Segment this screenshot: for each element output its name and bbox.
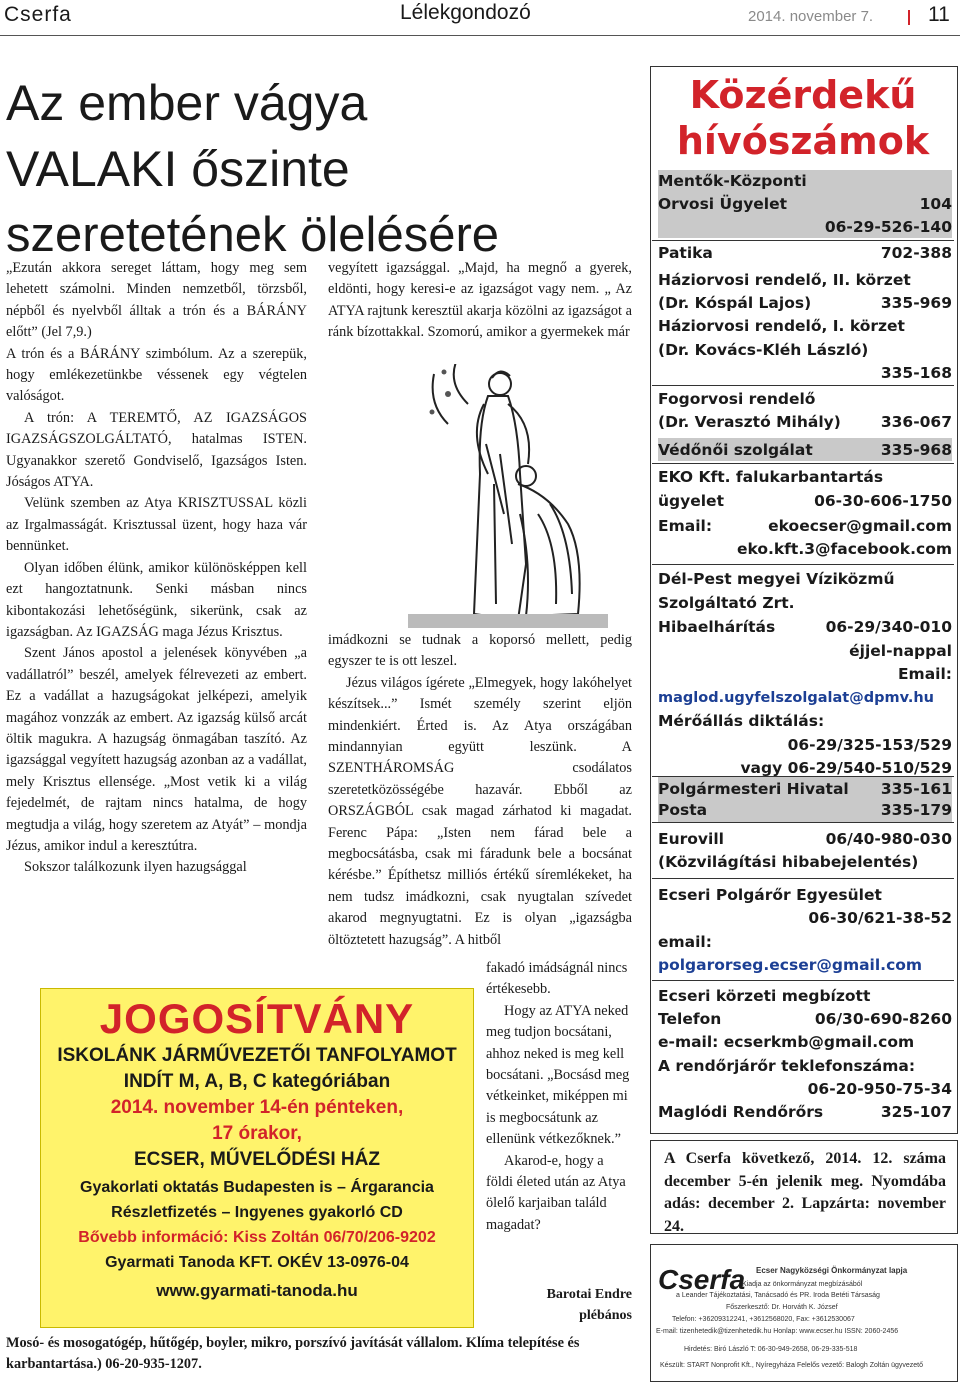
contact-label: Orvosi Ügyelet bbox=[658, 195, 788, 213]
contacts-title-line: Közérdekű bbox=[689, 73, 917, 117]
contact-label: Háziorvosi rendelő, II. körzet bbox=[658, 271, 911, 289]
contact-line bbox=[658, 616, 952, 638]
contact-line bbox=[658, 315, 952, 337]
contact-value: 06-29/325-153/529 bbox=[787, 736, 952, 754]
contact-label: (Közvilágítási hibabejelentés) bbox=[658, 853, 919, 871]
ad-line: INDÍT M, A, B, C kategóriában bbox=[123, 1071, 391, 1092]
paragraph: Jézus világos ígérete „Elmegyek, hogy lakóhelyet készítsek...” Ismét személy szerint eljön mindenkiért. Érted is. Az Atya országában mindannyian együtt leszünk. A SZENTHÁROMSÁG csodálatos szeretetközösségébe hazavár. Ebből az ORSZÁGBÓL csak magad zárhatod ki magadat. Ferenc Pápa: „Isten nem fárad bele a megbocsátásba, csak mi fáradunk bele a bocsánat kérésbe.” Építhetsz milliós értékű síremlékeket, ha nem tudsz imádkozni, csak nyugtalan szívedet akarod megnyugtatni. Ez is olyan „igazságba öltöztetett hazugság”. A hitből bbox=[328, 674, 632, 948]
contact-label: Eurovill bbox=[658, 830, 724, 848]
contact-line bbox=[658, 269, 952, 291]
contact-email-link[interactable]: maglod.ugyfelszolgalat@dpmv.hu bbox=[658, 690, 935, 706]
ad-headline: JOGOSÍTVÁNY bbox=[99, 995, 415, 1042]
contact-label: (Dr. Kovács-Kléh László) bbox=[658, 341, 869, 359]
next-issue-notice: A Cserfa következő, 2014. 12. száma december 5-én jelenik meg. Nyomdába adás: december 2. Lapzárta: november 24. bbox=[664, 1150, 946, 1235]
contact-value: 325-107 bbox=[880, 1103, 952, 1121]
contact-value: 702-388 bbox=[880, 244, 952, 262]
contact-value: 06-20-950-75-34 bbox=[807, 1080, 952, 1098]
contact-line bbox=[658, 439, 952, 461]
contact-value: ekoecser@gmail.com bbox=[768, 517, 952, 535]
masthead-line: Hirdetés: Biró László T: 06-30-949-2658, 06-29-335-518 bbox=[684, 1346, 858, 1353]
author-title: plébános bbox=[579, 1308, 632, 1323]
contact-line bbox=[658, 515, 952, 537]
paragraph: Szent János apostol a jelenések könyvében „a vadállatról” beszél, amelyek félrevezeti az embert. Ez a vadállat a hazugságokat jelképezi, amelyik magához vonzzák az embert. Az igazság külső arcát öltik magukra. A hazugság önmagában taszító. Az igazsággal vegyített hazugság azonban az a vadállat, mely Krisztus ellensége. „Most vetik ki a világ fejedelmét, de rajtam nincs hatalma, de hogy megtudja a világ, hogy szeretem az Atyát” – mondja Jézus, amikor indul a keresztútra. bbox=[6, 645, 307, 854]
contact-line bbox=[658, 710, 952, 732]
contact-line bbox=[658, 1101, 952, 1123]
contact-line bbox=[658, 466, 952, 488]
contact-value: éjjel-nappal bbox=[849, 642, 952, 660]
contact-line bbox=[658, 292, 952, 314]
contact-label: Email: bbox=[658, 517, 713, 535]
contact-line bbox=[658, 490, 952, 512]
contact-value: 06-30-606-1750 bbox=[814, 492, 952, 510]
contact-label: Háziorvosi rendelő, I. körzet bbox=[658, 317, 905, 335]
author-name: Barotai Endre bbox=[546, 1287, 632, 1302]
paragraph: Sokszor találkozunk ilyen hazugsággal bbox=[24, 859, 247, 876]
contact-label: Patika bbox=[658, 244, 713, 262]
contact-line bbox=[658, 1078, 952, 1100]
contact-value: 06-29/340-010 bbox=[825, 618, 952, 636]
contact-label: Szolgáltató Zrt. bbox=[658, 594, 795, 612]
contact-label: Fogorvosi rendelő bbox=[658, 390, 816, 408]
contact-label: e-mail: ecserkmb@gmail.com bbox=[658, 1033, 915, 1051]
driving-school-ad bbox=[40, 988, 474, 1328]
divider bbox=[652, 240, 954, 241]
paragraph: A trón és a BÁRÁNY szimbólum. Az a szerepük, hogy emlékezetünkbe véssenek egy végtelen valóságot. bbox=[6, 345, 307, 405]
ad-line: ISKOLÁNK JÁRMŰVEZETŐI TANFOLYAMOT bbox=[57, 1045, 457, 1066]
contact-line bbox=[658, 851, 952, 873]
contact-line bbox=[658, 778, 952, 800]
contacts-title-line: hívószámok bbox=[676, 119, 930, 163]
divider bbox=[652, 878, 954, 879]
contact-line bbox=[658, 1008, 952, 1030]
contact-label: Mentők-Központi bbox=[658, 172, 807, 190]
contact-label: A rendőrjárőr teklefonszáma: bbox=[658, 1057, 916, 1075]
ad-line: Bővebb információ: Kiss Zoltán 06/70/206-9202 bbox=[78, 1229, 436, 1246]
contact-label: EKO Kft. falukarbantartás bbox=[658, 468, 884, 486]
contact-value: 104 bbox=[919, 195, 952, 213]
masthead-line: Főszerkesztő: Dr. Horváth K. József bbox=[726, 1304, 838, 1311]
article-column-2-top bbox=[328, 258, 632, 344]
contact-line bbox=[658, 884, 952, 906]
header-divider-mark bbox=[908, 10, 910, 25]
masthead-line: Telefon: +36209312241, +3612568020, Fax: +3612530067 bbox=[672, 1316, 855, 1323]
contact-line bbox=[658, 216, 952, 238]
article-title bbox=[6, 70, 646, 268]
contact-line bbox=[658, 799, 952, 821]
contact-email-link[interactable]: polgarorseg.ecser@gmail.com bbox=[658, 956, 923, 974]
ad-line: 17 órakor, bbox=[212, 1123, 302, 1144]
contact-label: Hibaelhárítás bbox=[658, 618, 776, 636]
paragraph: Akarod-e, hogy a földi életed után az Atya ölelő karjaiban találd magadat? bbox=[486, 1152, 626, 1233]
paragraph: Velünk szemben az Atya KRISZTUSSAL közli az Irgalmasságát. Krisztussal üzent, hogy haza vár bennünket. bbox=[6, 495, 307, 555]
contact-line bbox=[658, 388, 952, 410]
contact-line bbox=[658, 663, 952, 685]
divider bbox=[652, 980, 954, 981]
contact-label: ügyelet bbox=[658, 492, 724, 510]
contact-value: 06/40-980-030 bbox=[825, 830, 952, 848]
contact-value: 335-969 bbox=[880, 294, 952, 312]
contact-label: (Dr. Kóspál Lajos) bbox=[658, 294, 812, 312]
contact-value: 335-179 bbox=[880, 801, 952, 819]
divider bbox=[652, 822, 954, 823]
contact-line bbox=[658, 242, 952, 264]
masthead-line: Készült: START Nonprofit Kft., Nyíregyháza Felelős vezető: Balogh Zoltán ügyvezető bbox=[660, 1362, 924, 1369]
divider bbox=[652, 385, 954, 386]
contact-line bbox=[658, 170, 952, 192]
newspaper-brand: Cserfa bbox=[4, 3, 72, 26]
page-number: 11 bbox=[928, 3, 950, 26]
ad-line: ECSER, MŰVELŐDÉSI HÁZ bbox=[134, 1149, 380, 1170]
contact-line bbox=[658, 1031, 952, 1053]
title-line: VALAKI őszinte bbox=[6, 141, 350, 197]
contact-line bbox=[658, 985, 952, 1007]
author-signature bbox=[486, 1284, 632, 1326]
masthead-line: Ecser Nagyközségi Önkormányzat lapja bbox=[756, 1266, 908, 1275]
contact-label: Maglódi Rendőrőrs bbox=[658, 1103, 824, 1121]
contact-value: 335-168 bbox=[880, 364, 952, 382]
contact-line bbox=[658, 568, 952, 590]
contact-line[interactable] bbox=[658, 687, 952, 709]
contact-value: 06-29-526-140 bbox=[824, 218, 952, 236]
contact-label: (Dr. Verasztó Mihály) bbox=[658, 413, 841, 431]
contact-line bbox=[658, 734, 952, 756]
contact-label: Mérőállás diktálás: bbox=[658, 712, 825, 730]
contact-value: 335-968 bbox=[880, 441, 952, 459]
repair-service-ad: Mosó- és mosogatógép, hűtőgép, boyler, mikro, porszívó javítását vállalom. Klíma telepítése és karbantartása.) 06-20-935-1207. bbox=[6, 1335, 580, 1372]
contact-value: Email: bbox=[897, 665, 952, 683]
contact-value: 336-067 bbox=[880, 413, 952, 431]
divider bbox=[652, 564, 954, 565]
contact-line bbox=[658, 907, 952, 929]
contact-label: email: bbox=[658, 933, 712, 951]
masthead-line: Kiadja az önkormányzat megbízásából bbox=[742, 1281, 863, 1288]
contact-value: vagy 06-29/540-510/529 bbox=[740, 759, 952, 777]
contact-line bbox=[658, 931, 952, 953]
contact-value: 06-30/621-38-52 bbox=[808, 909, 952, 927]
contact-line bbox=[658, 411, 952, 433]
contact-label: Polgármesteri Hivatal bbox=[658, 780, 849, 798]
illustration-father-embracing-son bbox=[408, 364, 608, 628]
contact-line bbox=[658, 1055, 952, 1077]
contact-label: Ecseri Polgárőr Egyesület bbox=[658, 886, 882, 904]
paragraph: Olyan időben élünk, amikor különösképpen kell ezt hangoztatnunk. Senki másban nincs kibontakozási lehetőségünk, sikerünk, csak az igazságban. Az IGAZSÁG maga Jézus Krisztus. bbox=[6, 559, 307, 640]
divider bbox=[652, 463, 954, 464]
contact-value: eko.kft.3@facebook.com bbox=[736, 540, 952, 558]
contact-label: Ecseri körzeti megbízott bbox=[658, 987, 871, 1005]
contact-line bbox=[658, 193, 952, 215]
ad-line: Gyarmati Tanoda KFT. OKÉV 13-0976-04 bbox=[105, 1254, 409, 1271]
article-column-2-narrow bbox=[486, 958, 632, 1236]
contact-line bbox=[658, 640, 952, 662]
contact-value: 335-161 bbox=[880, 780, 952, 798]
section-title: Lélekgondozó bbox=[400, 1, 531, 24]
article-column-2-middle bbox=[328, 630, 632, 951]
contact-label: Posta bbox=[658, 801, 708, 819]
masthead-line: E-mail: tizenhetedik@tizenhetedik.hu Honlap: www.ecser.hu ISSN: 2060-2456 bbox=[656, 1328, 899, 1335]
title-line: szeretetének ölelésére bbox=[6, 208, 500, 262]
article-column-1 bbox=[6, 258, 307, 879]
issue-date: 2014. november 7. bbox=[748, 8, 874, 25]
paragraph: vegyített igazsággal. „Majd, ha megnő a gyerek, eldönti, hogy keresi-e az igazságot vagy nem. „ Az ATYA rajtunk keresztül akarja közölni az igazságot a ránk bízottakkal. Szomorú, amikor a gyermekek már bbox=[328, 260, 632, 341]
ad-line: Részletfizetés – Ingyenes gyakorló CD bbox=[111, 1204, 403, 1221]
paragraph: A trón: A TEREMTŐ, AZ IGAZSÁGOS IGAZSÁGSZOLGÁLTATÓ, hatalmas ISTEN. Ugyanakkor szerető Gondviselő, Igazságos Isten. Jóságos ATYA. bbox=[6, 409, 307, 491]
contact-label: Dél-Pest megyei Víziközmű bbox=[658, 570, 895, 588]
contact-label: Védőnői szolgálat bbox=[658, 441, 813, 459]
paragraph: Hogy az ATYA neked meg tudjon bocsátani, ahhoz neked is meg kell bocsátani. „Bocsásd meg vétkeinket, miképpen mi is megbocsátunk az ellenünk vétkezőknek.” bbox=[486, 1002, 630, 1148]
paragraph: „Ezután akkora sereget láttam, hogy meg sem lehetett számolni. Minden nemzetből, törzsből, népből és nyelvből álltak a trón és a BÁRÁNY előtt” (Jel 7,9.) bbox=[6, 260, 307, 341]
contact-value: 06/30-690-8260 bbox=[814, 1010, 952, 1028]
contact-line bbox=[658, 592, 952, 614]
title-line: Az ember vágya bbox=[6, 75, 368, 131]
paragraph: fakadó imádságnál nincs értékesebb. bbox=[486, 960, 628, 998]
contact-line bbox=[658, 757, 952, 779]
ad-line: 2014. november 14-én pénteken, bbox=[110, 1097, 404, 1118]
paragraph: imádkozni se tudnak a koporsó mellett, pedig egyszer te is ott leszel. bbox=[328, 632, 632, 670]
contact-line bbox=[658, 828, 952, 850]
ad-website: www.gyarmati-tanoda.hu bbox=[156, 1281, 358, 1300]
contact-line bbox=[658, 538, 952, 560]
masthead-line: a Leander Tájékoztatási, Tanácsadó és PR. Iroda Betéti Társaság bbox=[676, 1292, 880, 1299]
contacts-title bbox=[650, 72, 956, 164]
ad-line: Gyakorlati oktatás Budapesten is – Árgarancia bbox=[80, 1179, 434, 1196]
contact-line bbox=[658, 362, 952, 384]
contact-label: Telefon bbox=[658, 1010, 722, 1028]
contact-line[interactable] bbox=[658, 954, 952, 976]
header-rule bbox=[0, 35, 960, 36]
contact-line bbox=[658, 339, 952, 361]
masthead-logo: Cserfa bbox=[658, 1264, 746, 1295]
